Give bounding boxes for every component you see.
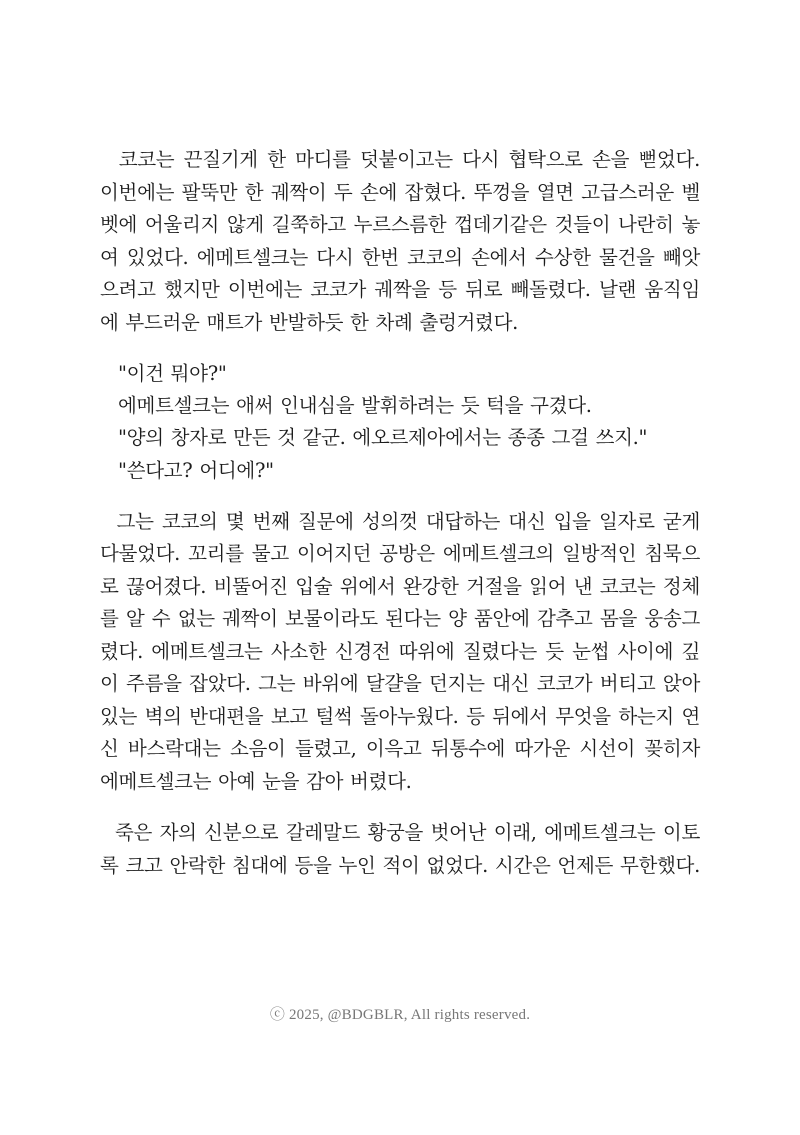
text-line: 다물었다. 꼬리를 물고 이어지던 공방은 에메트셀크의 일방적인 침묵으 — [100, 542, 700, 566]
text-line: 신 바스락대는 소음이 들렸고, 이윽고 뒤통수에 따가운 시선이 꽂히자 — [100, 737, 700, 761]
text-line: 으려고 했지만 이번에는 코코가 궤짝을 등 뒤로 빼돌렸다. 날랜 움직임 — [100, 278, 700, 301]
paragraph-gap — [100, 487, 700, 506]
paragraph-gap — [100, 339, 700, 358]
dialog-line: "이건 뭐야?" — [118, 362, 227, 385]
dialog-block — [100, 358, 700, 487]
paragraph-4 — [100, 817, 700, 882]
text-line: 로 끊어졌다. 비뚤어진 입술 위에서 완강한 거절을 읽어 낸 코코는 정체 — [100, 574, 700, 598]
text-line: 죽은 자의 신분으로 갈레말드 황궁을 벗어난 이래, 에메트셀크는 이토 — [100, 821, 700, 845]
text-line: 록 크고 안락한 침대에 등을 누인 적이 없었다. 시간은 언제든 무한했다. — [100, 853, 700, 877]
paragraph-gap — [100, 798, 700, 817]
text-line: 이 주름을 잡았다. 그는 바위에 달걀을 던지는 대신 코코가 버티고 앉아 — [100, 672, 700, 696]
document-body — [100, 144, 700, 882]
text-line: 그는 코코의 몇 번째 질문에 성의껏 대답하는 대신 입을 일자로 굳게 — [100, 509, 700, 533]
text-line: 이번에는 팔뚝만 한 궤짝이 두 손에 잡혔다. 뚜껑을 열면 고급스러운 벨 — [100, 180, 700, 204]
text-line: 를 알 수 없는 궤짝이 보물이라도 된다는 양 품안에 감추고 몸을 웅송그 — [100, 607, 700, 631]
dialog-line: 에메트셀크는 애써 인내심을 발휘하려는 듯 턱을 구겼다. — [118, 394, 592, 418]
text-line: 있는 벽의 반대편을 보고 털썩 돌아누웠다. 등 뒤에서 무엇을 하는지 연 — [100, 704, 700, 728]
paragraph-1 — [100, 144, 700, 339]
dialog-line: "양의 창자로 만든 것 같군. 에오르제아에서는 종종 그걸 쓰지." — [118, 426, 648, 450]
text-line: 에메트셀크는 아예 눈을 감아 버렸다. — [100, 769, 412, 793]
text-line: 벳에 어울리지 않게 길쭉하고 누르스름한 껍데기같은 것들이 나란히 놓 — [100, 213, 700, 236]
text-line: 여 있었다. 에메트셀크는 다시 한번 코코의 손에서 수상한 물건을 빼앗 — [100, 245, 700, 269]
paragraph-3 — [100, 506, 700, 799]
text-line: 렸다. 에메트셀크는 사소한 신경전 따위에 질렸다는 듯 눈썹 사이에 깊 — [100, 639, 700, 663]
copyright-footer: ⓒ 2025, @BDGBLR, All rights reserved. — [269, 1007, 531, 1023]
text-line: 코코는 끈질기게 한 마디를 덧붙이고는 다시 협탁으로 손을 뻗었다. — [100, 148, 700, 171]
dialog-line: "쓴다고? 어디에?" — [118, 458, 274, 482]
text-line: 에 부드러운 매트가 반발하듯 한 차례 출렁거렸다. — [100, 310, 519, 334]
